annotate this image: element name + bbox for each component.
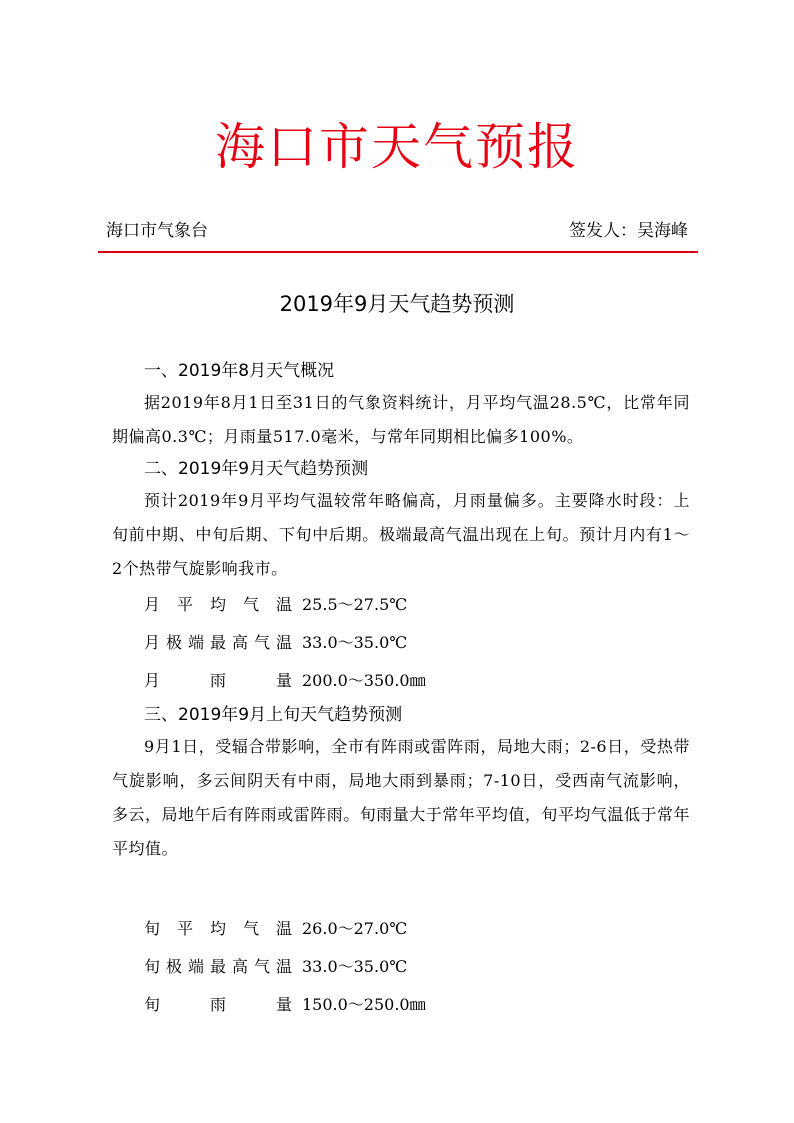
stat-row: [112, 586, 690, 624]
stat-label: 月雨量: [144, 671, 292, 690]
page-title: 海口市天气预报: [215, 118, 579, 176]
section-paragraph: 预计2019年9月平均气温较常年略偏高，月雨量偏多。主要降水时段：上旬前中期、中旬后期、下旬中后期。极端最高气温出现在上旬。预计月内有1～2个热带气旋影响我市。: [112, 491, 690, 578]
section-heading: 二、2019年9月天气趋势预测: [144, 459, 369, 479]
stat-label: 旬极端最高气温: [144, 957, 292, 976]
document-body: [112, 356, 690, 1024]
stat-row: [112, 948, 690, 986]
issuer-row: [106, 218, 688, 244]
stat-value: 33.0～35.0℃: [302, 633, 408, 652]
signer-name: 签发人：吴海峰: [569, 221, 688, 241]
stat-row: [112, 624, 690, 662]
section-paragraph: 9月1日，受辐合带影响，全市有阵雨或雷阵雨，局地大雨；2-6日，受热带气旋影响，多云间阴天有中雨，局地大雨到暴雨；7-10日，受西南气流影响，多云，局地午后有阵雨或雷阵雨。旬雨量大于常年平均值，旬平均气温低于常年平均值。: [112, 737, 690, 858]
stat-value: 26.0～27.0℃: [302, 919, 408, 938]
stat-label: 月极端最高气温: [144, 633, 292, 652]
spacer: [112, 866, 690, 910]
stat-value: 25.5～27.5℃: [302, 595, 408, 614]
stat-row: [112, 910, 690, 948]
section-paragraph: 据2019年8月1日至31日的气象资料统计，月平均气温28.5℃，比常年同期偏高0.3℃；月雨量517.0毫米，与常年同期相比偏多100%。: [112, 393, 690, 446]
stat-label: 月平均气温: [144, 595, 292, 614]
stat-value: 200.0～350.0㎜: [302, 671, 426, 690]
stat-value: 33.0～35.0℃: [302, 957, 408, 976]
stat-row: [112, 986, 690, 1024]
stat-label: 旬雨量: [144, 995, 292, 1014]
document-heading: 2019年9月天气趋势预测: [279, 292, 515, 316]
red-divider-line: [98, 251, 698, 253]
section-heading: 一、2019年8月天气概况: [144, 361, 335, 381]
stat-row: [112, 662, 690, 700]
section-heading: 三、2019年9月上旬天气趋势预测: [144, 705, 403, 725]
issuer-name: 海口市气象台: [106, 221, 208, 241]
stat-label: 旬平均气温: [144, 919, 292, 938]
stat-value: 150.0～250.0㎜: [302, 995, 426, 1014]
